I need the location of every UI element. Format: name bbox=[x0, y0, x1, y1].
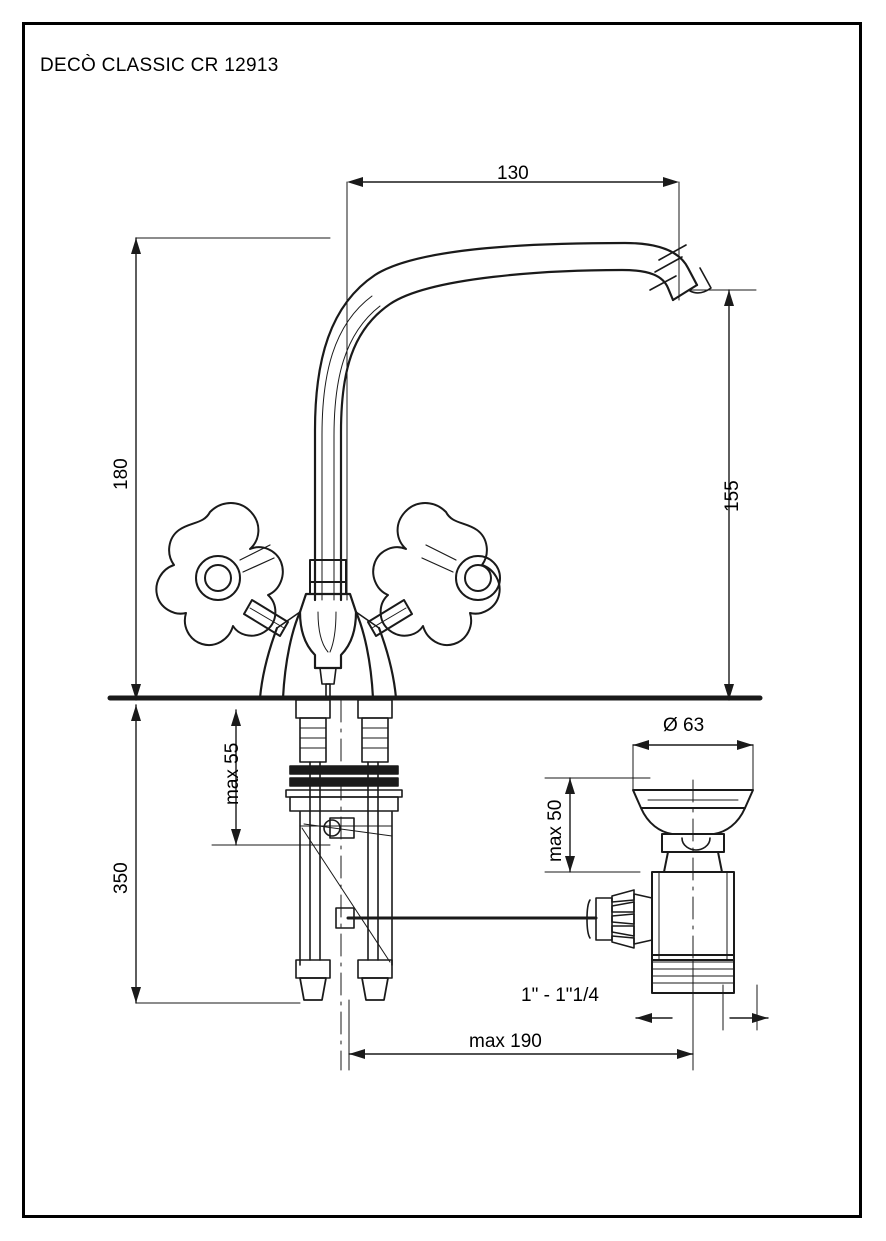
dimension-label-max-190: max 190 bbox=[469, 1031, 542, 1052]
dimension-label-350: 350 bbox=[111, 862, 132, 894]
dimension-label-max-50: max 50 bbox=[545, 799, 566, 862]
dimension-label-180: 180 bbox=[111, 458, 132, 490]
dimension-label-max-55: max 55 bbox=[222, 742, 243, 805]
dimension-label-130: 130 bbox=[497, 163, 529, 184]
dimension-label-thread-size: 1" - 1"1/4 bbox=[521, 985, 599, 1006]
page-title: DECÒ CLASSIC CR 12913 bbox=[40, 55, 279, 76]
dimension-label-diameter-63: Ø 63 bbox=[663, 715, 705, 736]
dimension-label-155: 155 bbox=[722, 480, 743, 512]
